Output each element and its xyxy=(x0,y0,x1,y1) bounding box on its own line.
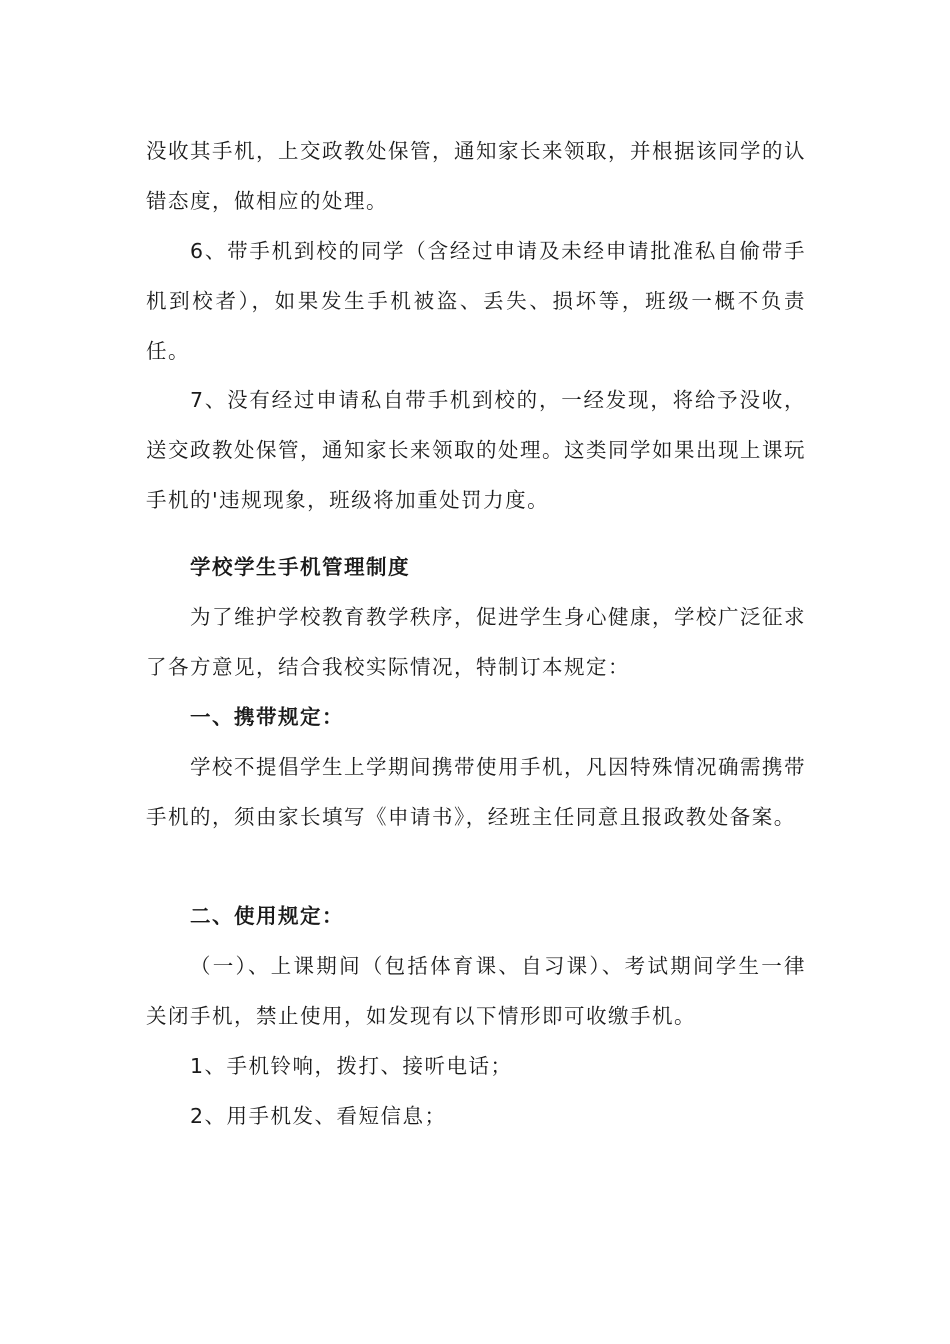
paragraph-item-6: 6、带手机到校的同学（含经过申请及未经申请批准私自偷带手机到校者），如果发生手机被盗、丢失、损坏等，班级一概不负责任。 xyxy=(146,239,806,363)
paragraph-intro: 为了维护学校教育教学秩序，促进学生身心健康，学校广泛征求了各方意见，结合我校实际情况，特制订本规定： xyxy=(146,605,806,679)
paragraph-carry-rules: 学校不提倡学生上学期间携带使用手机，凡因特殊情况确需携带手机的，须由家长填写《申请书》，经班主任同意且报政教处备案。 xyxy=(146,755,806,829)
paragraph-continuation: 没收其手机，上交政教处保管，通知家长来领取，并根据该同学的认错态度，做相应的处理。 xyxy=(146,139,806,213)
heading-use-rules: 二、使用规定： xyxy=(190,904,344,928)
list-item-2: 2、用手机发、看短信息； xyxy=(190,1104,447,1128)
section-title: 学校学生手机管理制度 xyxy=(190,555,410,579)
paragraph-item-7: 7、没有经过申请私自带手机到校的，一经发现，将给予没收，送交政教处保管，通知家长来领取的处理。这类同学如果出现上课玩手机的'违规现象，班级将加重处罚力度。 xyxy=(146,388,806,512)
list-item-1: 1、手机铃响，拨打、接听电话； xyxy=(190,1054,513,1078)
heading-carry-rules: 一、携带规定： xyxy=(190,705,344,729)
paragraph-use-rules-1: （一）、上课期间（包括体育课、自习课）、考试期间学生一律关闭手机，禁止使用，如发现有以下情形即可收缴手机。 xyxy=(146,954,806,1028)
